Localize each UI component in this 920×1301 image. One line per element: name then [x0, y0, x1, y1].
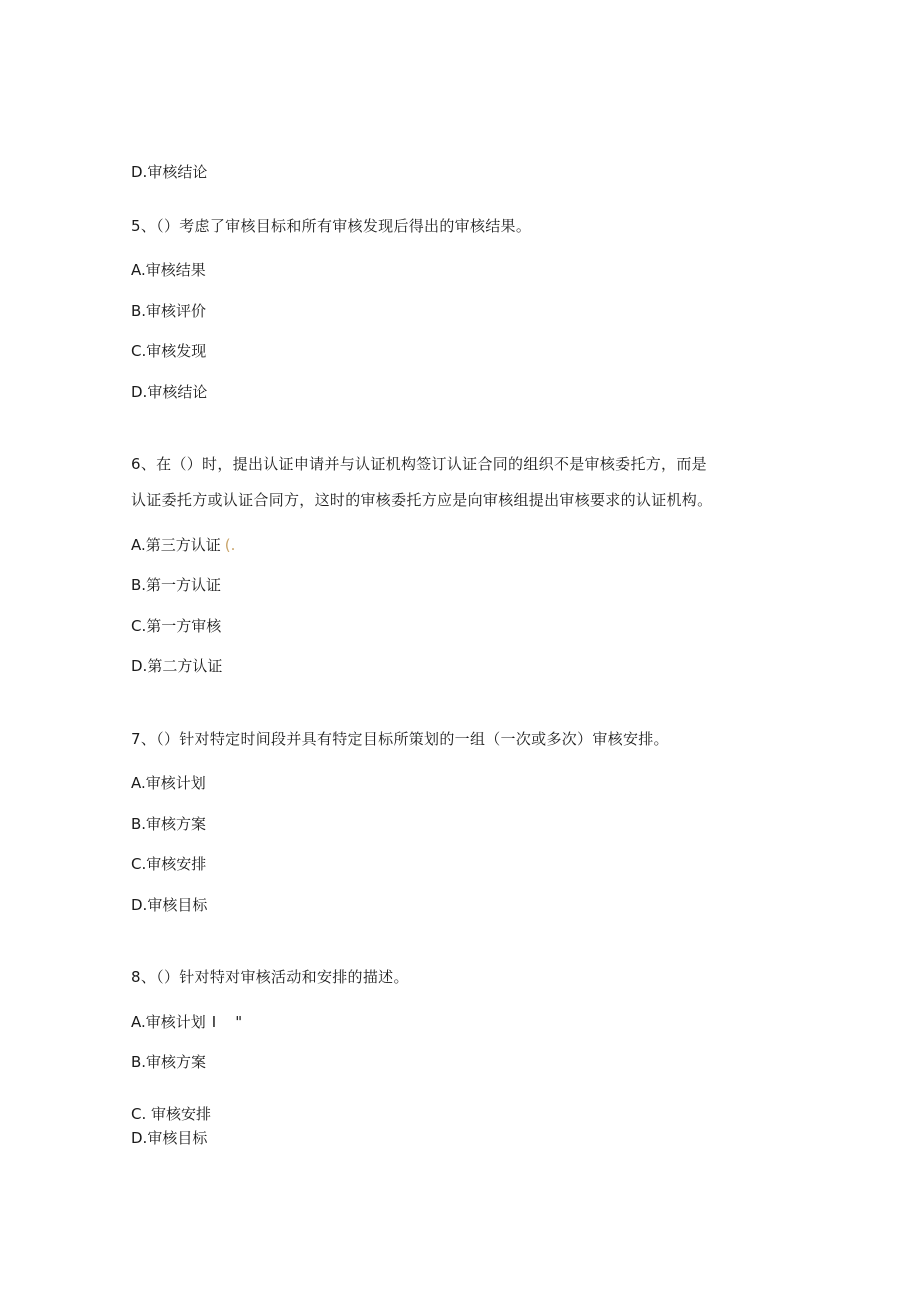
question-5-text: （）考虑了审核目标和所有审核发现后得出的审核结果。: [156, 217, 532, 235]
question-5-option-a: A.审核结果: [131, 261, 206, 279]
question-8: [131, 967, 409, 987]
question-8-option-c: C. 审核安排: [131, 1105, 212, 1123]
question-6-option-b: B.第一方认证: [131, 576, 222, 594]
question-5-option-d: D.审核结论: [131, 383, 208, 401]
question-8-option-a: [131, 1012, 242, 1032]
question-6-text-line-2: 认证委托方或认证合同方，这时的审核委托方应是向审核组提出审核要求的认证机构。: [131, 491, 713, 509]
question-6-option-d: D.第二方认证: [131, 657, 223, 675]
question-7-text: （）针对特定时间段并具有特定目标所策划的一组（一次或多次）审核安排。: [156, 730, 669, 748]
question-8-option-b: B.审核方案: [131, 1053, 207, 1071]
stray-marks: I ": [211, 1013, 243, 1031]
question-8-number: 8、: [131, 968, 157, 986]
question-6-option-c: C.第一方审核: [131, 617, 222, 635]
question-7-option-b: B.审核方案: [131, 815, 207, 833]
question-7: [131, 729, 669, 749]
question-6: [131, 454, 707, 474]
question-8-option-d: D.审核目标: [131, 1129, 208, 1147]
question-6-text-line-1: 在（）时，提出认证申请并与认证机构签订认证合同的组织不是审核委托方，而是: [156, 455, 707, 473]
question-6-option-a-label: A.第三方认证: [131, 536, 221, 554]
question-7-option-a: A.审核计划: [131, 774, 206, 792]
handwritten-mark: (.: [224, 536, 236, 554]
question-6-number: 6、: [131, 455, 157, 473]
question-5-option-c: C.审核发现: [131, 342, 207, 360]
question-8-option-a-label: A.审核计划: [131, 1013, 206, 1031]
question-5: [131, 216, 531, 236]
question-7-option-d: D.审核目标: [131, 896, 208, 914]
question-7-option-c: C.审核安排: [131, 855, 207, 873]
option-d-prev: D.审核结论: [131, 163, 208, 181]
question-5-number: 5、: [131, 217, 157, 235]
question-8-text: （）针对特对审核活动和安排的描述。: [156, 968, 409, 986]
question-7-number: 7、: [131, 730, 157, 748]
question-6-option-a: [131, 535, 235, 555]
question-5-option-b: B.审核评价: [131, 302, 207, 320]
